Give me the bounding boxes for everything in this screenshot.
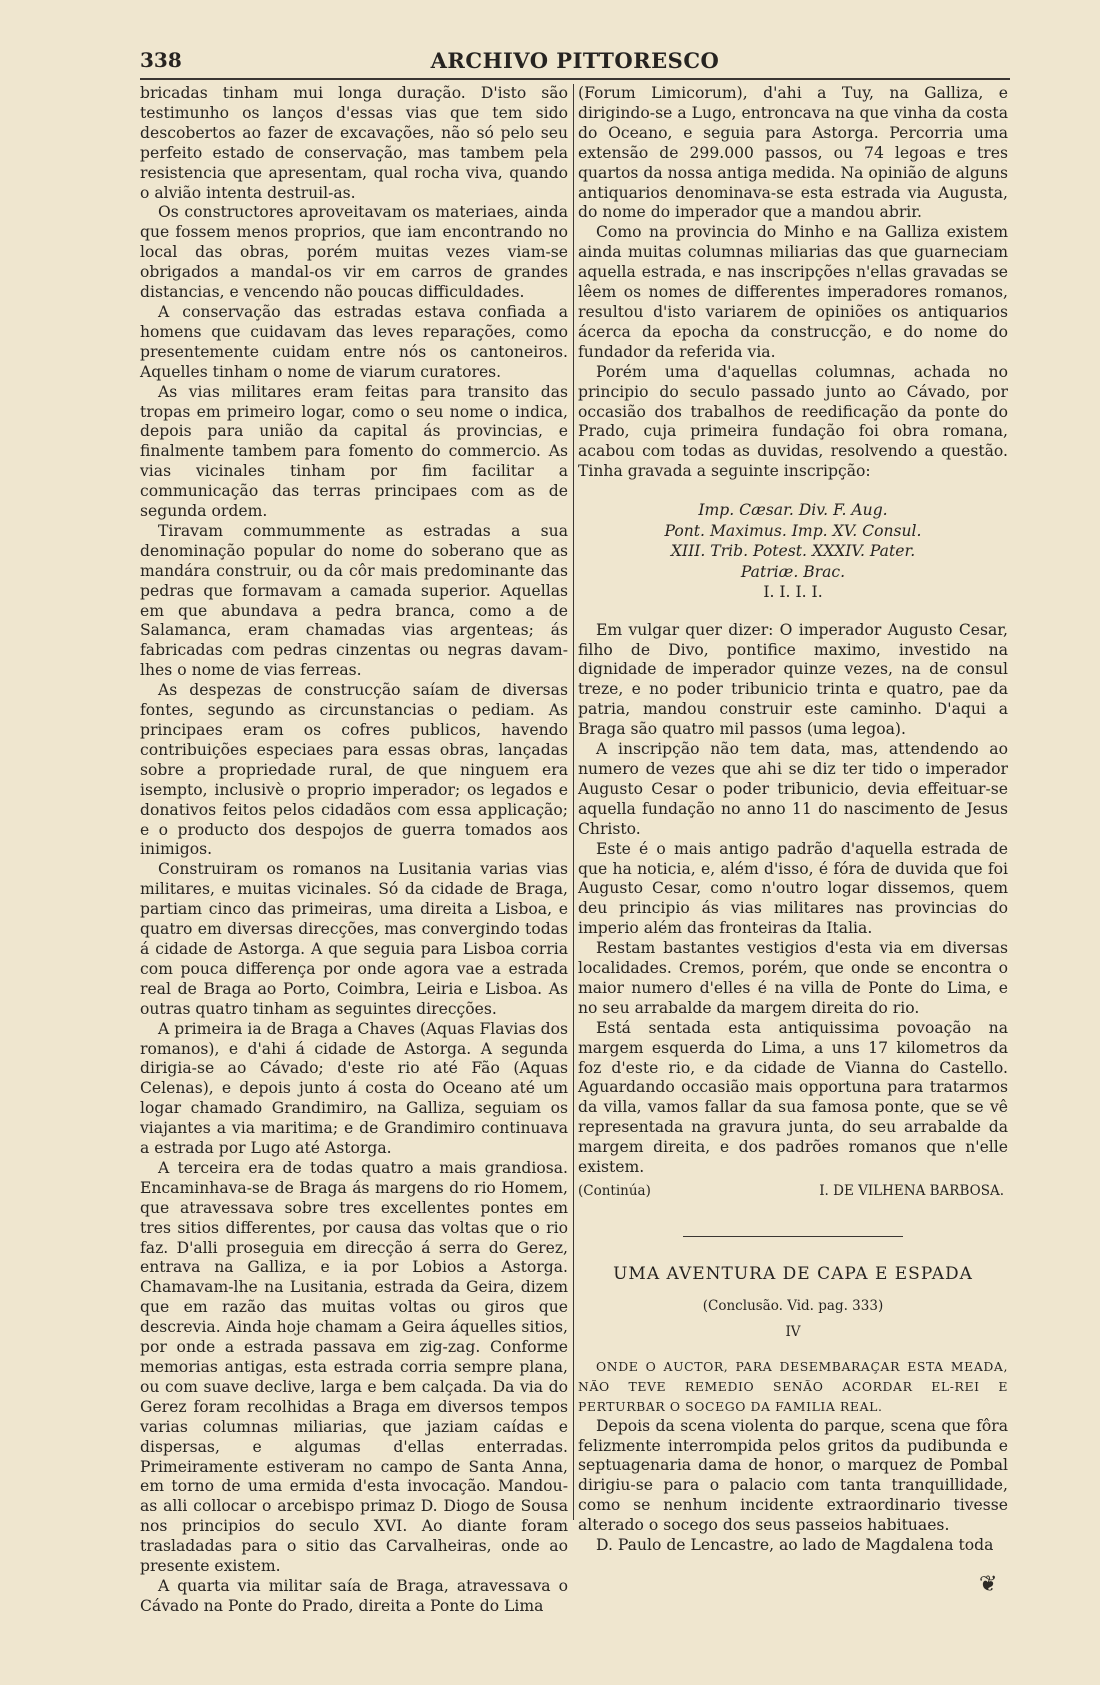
- author-signature: I. DE VILHENA BARBOSA.: [819, 1183, 1004, 1199]
- paragraph: A primeira ia de Braga a Chaves (Aquas Flavias dos romanos), e d'ahi á cidade de Astorga. A segunda dirigia-se ao Cávado; d'este rio até Fão (Aquas Celenas), e depois junto á costa do Oceano até um logar chamado Grandimiro, na Galliza, seguiam os viajantes a via maritima; e de Grandimiro continuava a estrada por Lugo até Astorga.: [140, 1019, 568, 1158]
- paragraph: D. Paulo de Lencastre, ao lado de Magdalena toda: [596, 1536, 994, 1555]
- header-rule: [140, 78, 1010, 80]
- section-rule: [683, 1236, 903, 1237]
- page-header: [140, 48, 1010, 78]
- running-title: ARCHIVO PITTORESCO: [430, 48, 720, 73]
- story-subtitle: (Conclusão. Vid. pag. 333): [702, 1297, 884, 1314]
- paragraph: Restam bastantes vestigios d'esta via em diversas localidades. Cremos, porém, que onde se encontra o maior numero d'elles é na villa de Ponte do Lima, e no seu arrabalde da margem direita do rio.: [578, 939, 1008, 1017]
- paragraph: Porém uma d'aquellas columnas, achada no principio do seculo passado junto ao Cávado, por occasião dos trabalhos de reedificação da ponte do Prado, cuja primeira fundação foi obra romana, acabou com todas as duvidas, resolvendo a questão. Tinha gravada a seguinte inscripção:: [578, 362, 1008, 481]
- inscription-line: I. I. I. I.: [763, 583, 823, 602]
- paragraph: A conservação das estradas estava confiada a homens que cuidavam das leves reparações, como presentemente cuidam entre nós os cantoneiros. Aquelles tinham o nome de viarum curatores.: [140, 302, 568, 381]
- column-divider: [573, 84, 574, 1520]
- continua-note: (Continúa): [578, 1183, 651, 1199]
- paragraph: As vias militares eram feitas para transito das tropas em primeiro logar, como o seu nome o indica, depois para união da capital ás provincias, e finalmente tambem para fomento do commercio. As vias vicinales tinham por fim facilitar a communicação das terras principaes com as de segunda ordem.: [140, 382, 568, 521]
- inscription-line: XIII. Trib. Potest. XXXIV. Pater.: [670, 542, 916, 561]
- ornament-icon: ❦: [979, 1572, 998, 1597]
- paragraph: Construiram os romanos na Lusitania varias vias militares, e muitas vicinales. Só da cidade de Braga, partiam cinco das primeiras, uma direita a Lisboa, e quatro em diversas direcções, mas convergindo todas á cidade de Astorga. A que seguia para Lisboa corria com pouca differença por onde agora vae a estrada real de Braga ao Porto, Coimbra, Leiria e Lisboa. As outras quatro tinham as seguintes direcções.: [140, 860, 568, 1018]
- left-column: [140, 84, 568, 1617]
- paragraph: Está sentada esta antiquissima povoação na margem esquerda do Lima, a uns 17 kilometros da foz d'este rio, e da cidade de Vianna do Castello. Aguardando occasião mais opportuna para tratarmos da villa, vamos fallar da sua famosa ponte, que se vê representada na gravura junta, do seu arrabalde da margem direita, e dos padrões romanos que n'elle existem.: [578, 1018, 1008, 1177]
- paragraph: Depois da scena violenta do parque, scena que fôra felizmente interrompida pelos gritos da pudibunda e septuagenaria dama de honor, o marquez de Pombal dirigiu-se para o palacio com tanta tranquillidade, como se nenhum incidente extraordinario tivesse alterado o socego dos seus passeios habituaes.: [578, 1416, 1008, 1535]
- paragraph: Em vulgar quer dizer: O imperador Augusto Cesar, filho de Divo, pontifice maximo, investido na dignidade de imperador quinze vezes, na de consul treze, e no poder tribunicio trinta e quatro, pae da patria, mandou construir este caminho. D'aqui a Braga são quatro mil passos (uma legoa).: [578, 620, 1008, 739]
- paragraph: bricadas tinham mui longa duração. D'isto são testimunho os lanços d'essas vias que tem sido descobertos ao fazer de excavações, não só pelo seu perfeito estado de conservação, mas tambem pela resistencia que apresentam, qual rocha viva, quando o alvião intenta destruil-as.: [140, 84, 568, 202]
- inscription-line: Imp. Cæsar. Div. F. Aug.: [698, 501, 888, 520]
- page-number: 338: [140, 48, 182, 72]
- article-signoff: [578, 1182, 1004, 1202]
- right-column: [578, 84, 1008, 1556]
- chapter-number: IV: [785, 1323, 801, 1340]
- paragraph: A terceira era de todas quatro a mais grandiosa. Encaminhava-se de Braga ás margens do rio Homem, que atravessava sobre tres excellentes pontes em tres sitios differentes, por causa das voltas que o rio faz. D'alli proseguia em direcção á serra do Gerez, entrava na Galliza, e ia por Lobios a Astorga. Chamavam-lhe na Lusitania, estrada da Geira, dizem que em razão das muitas voltas ou giros que descrevia. Ainda hoje chamam a Geira áquelles sitios, por onde a estrada passava em zig-zag. Conforme memorias antigas, esta estrada corria sempre plana, ou com suave declive, larga e bem calçada. Da via do Gerez foram recolhidas a Braga em diversos tempos varias columnas miliarias, que jaziam caídas e dispersas, e algumas d'ellas enterradas. Primeiramente estiveram no campo de Santa Anna, em torno de uma ermida d'esta invocação. Mandou-as alli collocar o arcebispo primaz D. Diogo de Sousa nos principios do seculo XVI. Ao diante foram trasladadas para o sitio das Carvalheiras, onde ao presente existem.: [140, 1158, 568, 1576]
- inscription-line: Patriæ. Brac.: [740, 562, 846, 581]
- paragraph: As despezas de construcção saíam de diversas fontes, segundo as circunstancias o pediam. As principaes eram os cofres publicos, havendo contribuições especiaes para essas obras, lançadas sobre a propriedade rural, de que ninguem era isempto, inclusivè o proprio imperador; os legados e donativos feitos pelos cidadãos com essa applicação; e o producto dos despojos de guerra tomados aos inimigos.: [140, 681, 568, 859]
- chapter-summary: ONDE O AUCTOR, PARA DESEMBARAÇAR ESTA MEADA, NÃO TEVE REMEDIO SENÃO ACORDAR EL-REI E PERTURBAR O SOCEGO DA FAMILIA REAL.: [578, 1358, 1008, 1414]
- inscription-line: Pont. Maximus. Imp. XV. Consul.: [664, 521, 922, 540]
- roman-inscription: [578, 500, 1008, 603]
- paragraph: A inscripção não tem data, mas, attendendo ao numero de vezes que ahi se diz ter tido o imperador Augusto Cesar o poder tribunicio, devia effeituar-se aquella fundação no anno 11 do nascimento de Jesus Christo.: [578, 740, 1008, 838]
- paragraph: Como na provincia do Minho e na Galliza existem ainda muitas columnas miliarias das que guarneciam aquella estrada, e nas inscripções n'ellas gravadas se lêem os nomes de differentes imperadores romanos, resultou d'isto variarem de opiniões os antiquarios ácerca da epocha da construcção, e do nome do fundador da referida via.: [578, 223, 1008, 361]
- paragraph: A quarta via militar saía de Braga, atravessava o Cávado na Ponte do Prado, direita a Ponte do Lima: [140, 1576, 568, 1615]
- paragraph: Tiravam commummente as estradas a sua denominação popular do nome do soberano que as mandára construir, ou da côr mais predominante das pedras que formavam a camada superior. Aquellas em que abundava a pedra branca, como a de Salamanca, eram chamadas vias argenteas; ás fabricadas com pedras cinzentas ou negras davam-lhes o nome de vias ferreas.: [140, 521, 568, 680]
- story-title: UMA AVENTURA DE CAPA E ESPADA: [613, 1263, 973, 1284]
- paragraph: (Forum Limicorum), d'ahi a Tuy, na Galliza, e dirigindo-se a Lugo, entroncava na que vinha da costa do Oceano, e seguia para Astorga. Percorria uma extensão de 299.000 passos, ou 74 legoas e tres quartos da nossa antiga medida. Na opinião de alguns antiquarios denominava-se esta estrada via Augusta, do nome do imperador que a mandou abrir.: [578, 84, 1008, 222]
- paragraph: Este é o mais antigo padrão d'aquella estrada de que ha noticia, e, além d'isso, é fóra de duvida que foi Augusto Cesar, como n'outro logar dissemos, quem deu principio ás vias militares nas provincias do imperio além das fronteiras da Italia.: [578, 839, 1008, 938]
- paragraph: Os constructores aproveitavam os materiaes, ainda que fossem menos proprios, que iam encontrando no local das obras, porém muitas vezes viam-se obrigados a mandal-os vir em carros de grandes distancias, e vencendo não poucas difficuldades.: [140, 203, 568, 302]
